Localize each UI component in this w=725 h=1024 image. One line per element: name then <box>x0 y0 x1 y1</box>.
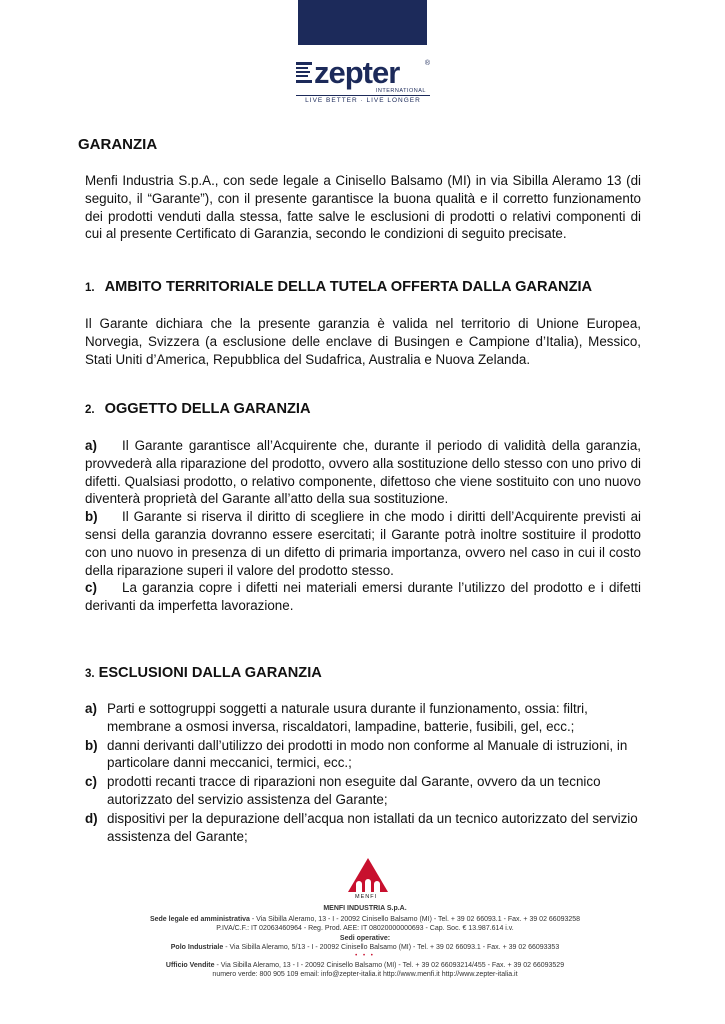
list-item-label: c) <box>85 774 97 790</box>
footer-line-4 <box>135 943 595 952</box>
footer-line-1-label: Sede legale ed amministrativa <box>149 916 250 924</box>
zepter-mark-icon <box>296 62 312 84</box>
footer-line-5-text: - Via Sibilla Aleramo, 13 - I - 20092 Cinisello Balsamo (MI) - Tel. + 39 02 66093214/455 - Fax. + 39 02 66093529 <box>214 962 565 970</box>
list-item-label: a) <box>85 701 97 716</box>
section-2-item-c <box>85 579 641 615</box>
item-b-text: Il Garante si riserva il diritto di scegliere in che modo i diritti dell’Acquirente previsti ai sensi della garanzia dovranno essere esercitati; il Garante potrà inoltre sostituire il prodotto con uno nuovo in presenza di un difetto di primaria importanza, ovvero nel caso in cui il costo della riparazione superi il valore del prodotto stesso. <box>85 509 641 578</box>
item-a-label: a) <box>85 438 97 453</box>
list-item-text: danni derivanti dall’utilizzo dei prodotti in modo non conforme al Manuale di istruzioni, in particolare danni meccanici, termici, ecc.; <box>107 737 628 771</box>
footer-line-4-text: - Via Sibilla Aleramo, 5/13 - I - 20092 Cinisello Balsamo (MI) - Tel. + 39 02 66093.1 - Fax. + 39 02 66093353 <box>223 943 560 951</box>
list-item-text: Parti e sottogruppi soggetti a naturale usura durante il funzionamento, ossia: filtri, membrane a osmosi inversa, riscaldatori, lampadine, batterie, fusibili, gel, ecc.; <box>107 701 588 734</box>
footer-dots: • • • <box>355 953 375 960</box>
zepter-logo <box>296 56 430 106</box>
section-1-heading <box>85 279 592 295</box>
footer-line-5-label: Ufficio Vendite <box>165 962 215 970</box>
list-item <box>85 773 641 809</box>
item-c-label: c) <box>85 580 97 596</box>
item-a-text: Il Garante garantisce all’Acquirente che, durante il periodo di validità della garanzia, provvederà alla riparazione del prodotto, ovvero alla sostituzione dello stesso con uno privo di difetti. Qualsiasi prodotto, o relativo componente, difettoso che viene sostituito con uno nuovo diventerà proprietà del Garante all’atto della sua sostituzione. <box>85 438 641 507</box>
section-3-title: ESCLUSIONI DALLA GARANZIA <box>98 665 322 681</box>
footer-line-4-label: Polo Industriale <box>170 943 224 951</box>
logo-divider <box>296 95 430 96</box>
list-item-text: dispositivi per la depurazione dell’acqua non istallati da un tecnico autorizzato del servizio assistenza del Garante; <box>107 810 638 844</box>
list-item <box>85 737 641 773</box>
footer <box>135 904 595 980</box>
item-c-text: La garanzia copre i difetti nei materiali emersi durante l’utilizzo del prodotto e i difetti derivanti da imperfetta lavorazione. <box>85 580 641 614</box>
page-title: GARANZIA <box>78 136 158 153</box>
logo-registered-mark: ® <box>424 60 430 67</box>
section-2-item-a <box>85 437 641 508</box>
logo-subtitle: INTERNATIONAL <box>375 88 426 94</box>
section-1-text: Il Garante dichiara che la presente garanzia è valida nel territorio di Unione Europea, Norvegia, Svizzera (a esclusione delle enclave di Busingen e Campione d’Italia), Messico, Stati Uniti d’America, Repubblica del Sudafrica, Australia e Nuova Zelanda. <box>85 316 641 367</box>
section-1-title: AMBITO TERRITORIALE DELLA TUTELA OFFERTA DALLA GARANZIA <box>104 279 593 295</box>
logo-wordmark: zepter <box>314 55 400 90</box>
logo-tagline: LIVE BETTER · LIVE LONGER <box>305 97 421 104</box>
section-2-item-b <box>85 508 641 579</box>
list-item <box>85 810 641 846</box>
menfi-logo-icon <box>348 858 388 894</box>
footer-line-1-text: - Via Sibilla Aleramo, 13 - I - 20092 Cinisello Balsamo (MI) - Tel. + 39 02 66093.1 - Fax. + 39 02 66093258 <box>249 916 581 924</box>
list-item-label: d) <box>85 810 98 826</box>
section-3-heading <box>85 665 322 681</box>
section-1-number: 1. <box>85 282 95 294</box>
section-2-title: OGGETTO DELLA GARANZIA <box>104 401 311 417</box>
section-2-heading <box>85 401 311 417</box>
section-3-number: 3. <box>85 668 95 680</box>
list-item <box>85 700 641 736</box>
footer-line-3: Sedi operative: <box>339 934 391 942</box>
section-2-body <box>85 437 641 615</box>
footer-brand: MENFI <box>355 894 378 900</box>
exclusions-list <box>85 700 641 846</box>
item-b-label: b) <box>85 509 98 525</box>
footer-line-2: P.IVA/C.F.: IT 02063460964 - Reg. Prod. AEE: IT 08020000000693 - Cap. Soc. € 13.987.614 i.v. <box>216 925 514 933</box>
footer-line-5 <box>135 961 595 970</box>
list-item-text: prodotti recanti tracce di riparazioni non eseguite dal Garante, ovvero da un tecnico autorizzato del servizio assistenza del Garante; <box>107 774 601 807</box>
list-item-label: b) <box>85 737 98 753</box>
section-2-number: 2. <box>85 404 95 416</box>
footer-line-1 <box>135 915 595 924</box>
intro-paragraph: Menfi Industria S.p.A., con sede legale a Cinisello Balsamo (MI) in via Sibilla Aleramo 13 (di seguito, il “Garante”), con il presente garantisce la buona qualità e il corretto funzionamento dei prodotti venduti dalla stessa, fatte salve le esclusioni di prodotti o relativi componenti di cui al presente Certificato di Garanzia, secondo le condizioni di seguito precisate. <box>85 173 641 242</box>
footer-company: MENFI INDUSTRIA S.p.A. <box>323 905 407 912</box>
footer-line-6: numero verde: 800 905 109 email: info@zepter-italia.it http://www.menfi.it http://www.zepter-italia.it <box>212 971 518 979</box>
header-band <box>298 0 427 45</box>
